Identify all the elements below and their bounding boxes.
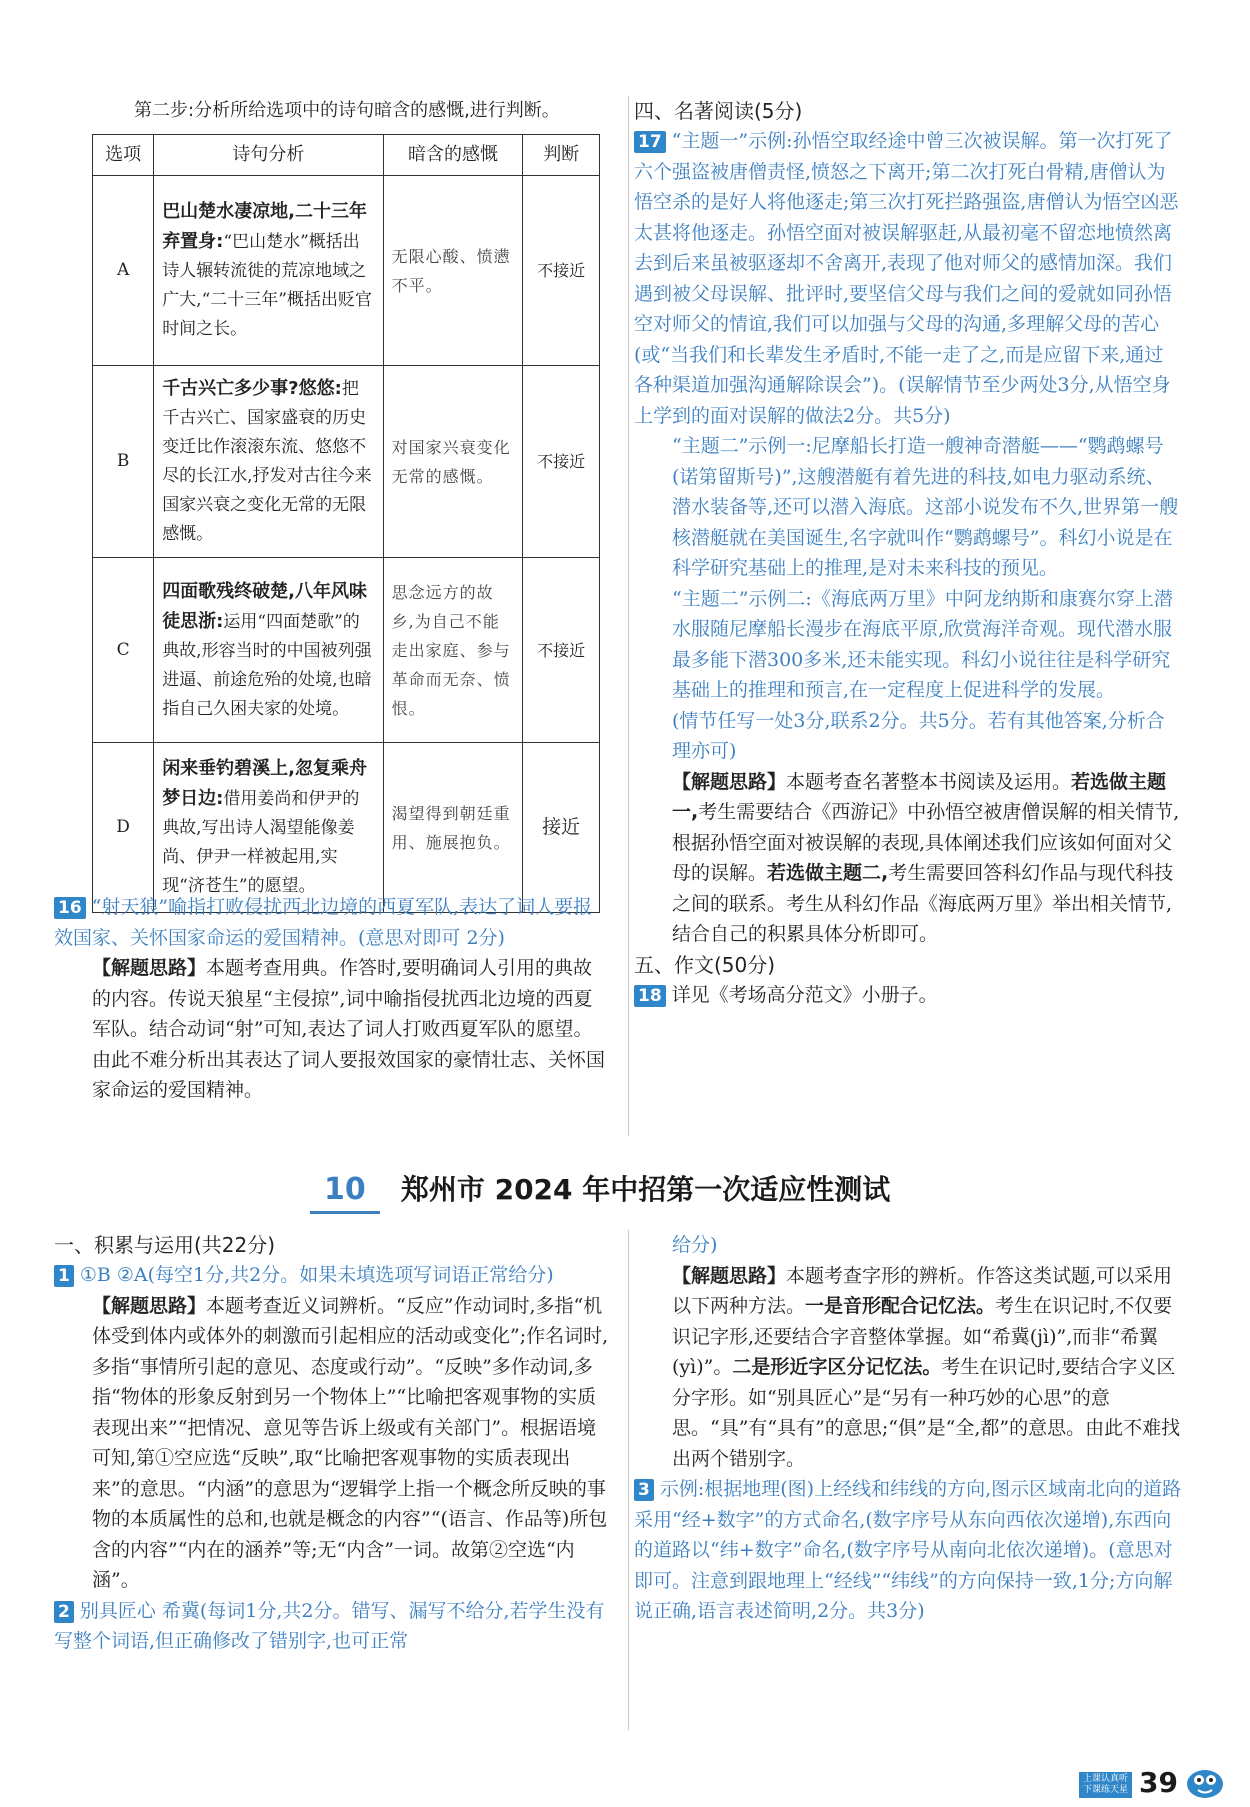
tip-text: 考生需要回答科幻作品与现代科技之间的联系。考生从科幻作品《海底两万里》举出相关情节,结合自己的积累具体分析即可。: [672, 862, 1174, 945]
analysis-text: 把千古兴亡、国家盛衰的历史变迁比作滚滚东流、悠悠不尽的长江水,抒发对古往今来国家兴衰之变化无常的无限感慨。: [162, 379, 372, 544]
tip-text: 考生在识记时,不仅要识记字形,还要结合字音整体掌握。如“希冀(jì)”,而非“希翼(yì)”。: [672, 1295, 1173, 1378]
q17-score: (情节任写一处3分,联系2分。共5分。若有其他答案,分析合理亦可): [672, 709, 1165, 762]
slogan-line: 上课认真听: [1082, 1774, 1128, 1784]
table-row: [93, 558, 600, 743]
q3-answer-text: 示例:根据地理(图)上经线和纬线的方向,图示区域南北向的道路采用“经+数字”的方式命名,(数字序号从东向西依次递增),东西向的道路以“纬+数字”命名,(数字序号从南向北依次递增)。(意思对即可。注意到跟地理上“经线”“纬线”的方向保持一致,1分;方向解说正确,语言表述简明,2分。共3分): [634, 1478, 1182, 1622]
analysis-text: “巴山楚水”概括出诗人辗转流徙的荒凉地域之广大,“二十三年”概括出贬官时间之长。: [162, 232, 372, 339]
tip-emphasis: 一是音形配合记忆法。: [805, 1295, 996, 1317]
q2-tip: [634, 1261, 1182, 1475]
judgment-cell: 接近: [523, 743, 600, 913]
q17-answer-1: [634, 126, 1182, 431]
question-number-badge: 1: [54, 1265, 74, 1287]
upper-right-column: [634, 96, 1182, 1010]
tip-emphasis: 若选做主题二,: [767, 862, 889, 884]
table-row: [93, 176, 600, 366]
tip-tag: 【解题思路】: [672, 770, 787, 793]
q16-block: [54, 892, 610, 1106]
header-analysis: 诗句分析: [154, 135, 383, 176]
analysis-cell: [154, 743, 383, 913]
tip-text: 本题考查名著整本书阅读及运用。: [786, 770, 1072, 793]
q2-answer-continued: 给分): [672, 1234, 718, 1256]
q18-line: [634, 980, 1182, 1011]
q17-answer-1-text: “主题一”示例:孙悟空取经途中曾三次被误解。第一次打死了六个强盗被唐僧责怪,愤怒之下离开;第二次打死白骨精,唐僧认为悟空杀的是好人将他逐走;第三次打死拦路强盗,唐僧认为悟空凶恶太甚将他逐走。孙悟空面对被误解驱赶,从最初毫不留恋地愤然离去到后来虽被驱逐却不舍离开,表现了他对师父的感情加深。我们遇到被父母误解、批评时,要坚信父母与我们之间的爱就如同孙悟空对师父的情谊,我们可以加强与父母的沟通,多理解父母的苦心(或“当我们和长辈发生矛盾时,不能一走了之,而是应留下来,通过各种渠道加强沟通解除误会”)。(误解情节至少两处3分,从悟空身上学到的面对误解的做法2分。共5分): [634, 130, 1179, 427]
test-number: 10: [310, 1172, 380, 1214]
question-number-badge: 18: [634, 985, 666, 1007]
tip-text: 考生需要结合《西游记》中孙悟空被唐僧误解的相关情节,根据孙悟空面对被误解的表现,具体阐述我们应该如何面对父母的误解。: [672, 801, 1180, 884]
slogan-line: 下课练天星: [1082, 1785, 1128, 1795]
sentiment-cell: 对国家兴衰变化无常的感慨。: [383, 366, 523, 558]
option-cell: B: [93, 366, 154, 558]
option-cell: C: [93, 558, 154, 743]
table-header-row: [93, 135, 600, 176]
poem-line: 巴山楚水凄凉地,二十三年弃置身:: [162, 201, 368, 252]
sentiment-cell: 无限心酸、愤懑不平。: [383, 176, 523, 366]
footer-slogan: [1079, 1772, 1132, 1798]
poem-line: 千古兴亡多少事?悠悠:: [162, 378, 342, 399]
q1-tip-text: 本题考查近义词辨析。“反应”作动词时,多指“机体受到体内或体外的刺激而引起相应的活动或变化”;作名词时,多指“事情所引起的意见、态度或行动”。“反映”多作动词,多指“物体的形象反射到另一个物体上”“比喻把客观事物的实质表现出来”“把情况、意见等告诉上级或有关部门”。根据语境可知,第①空应选“反映”,取“比喻把客观事物的实质表现出来”的意思。“内涵”的意思为“逻辑学上指一个概念所反映的事物的本质属性的总和,也就是概念的内容”“(语言、作品等)所包含的内容”“内在的涵养”等;无“内含”一词。故第②空选“内涵”。: [92, 1294, 609, 1591]
sentiment-cell: 渴望得到朝廷重用、施展抱负。: [383, 743, 523, 913]
tip-tag: 【解题思路】: [92, 957, 207, 979]
tip-tag: 【解题思路】: [92, 1294, 207, 1317]
poem-line: 四面歌残终破楚,八年风味徒思浙:: [162, 580, 368, 632]
poem-analysis-table: [92, 134, 600, 913]
q17-answer-2: “主题二”示例一:尼摩船长打造一艘神奇潜艇——“鹦鹉螺号(诺第留斯号)”,这艘潜艇有着先进的科技,如电力驱动系统、潜水装备等,还可以潜入海底。这部小说发布不久,世界第一艘核潜艇就在美国诞生,名字就叫作“鹦鹉螺号”。科幻小说是在科学研究基础上的推理,是对未来科技的预见。: [672, 435, 1179, 579]
q1-tip: [54, 1291, 610, 1596]
option-cell: A: [93, 176, 154, 366]
analysis-cell: [154, 558, 383, 743]
test-title: 郑州市 2024 年中招第一次适应性测试: [400, 1173, 891, 1206]
upper-left-column: [92, 96, 610, 913]
analysis-text: 运用“四面楚歌”的典故,形容当时的中国被列强进逼、前途危殆的处境,也暗指自己久困夫家的处境。: [162, 611, 372, 719]
table-row: [93, 366, 600, 558]
section-1-title: 一、积累与运用(共22分): [54, 1233, 276, 1257]
column-divider: [628, 96, 629, 1136]
question-number-badge: 16: [54, 897, 86, 919]
header-judgment: 判断: [523, 135, 600, 176]
q2-answer-text: 别具匠心 希冀(每词1分,共2分。错写、漏写不给分,若学生没有写整个词语,但正确修改了错别字,也可正常: [54, 1599, 605, 1652]
test-heading: [310, 1168, 1010, 1214]
q17-tip: [634, 767, 1182, 950]
q16-tip-text: 本题考查用典。作答时,要明确词人引用的典故的内容。传说天狼星“主侵掠”,词中喻指侵扰西北边境的西夏军队。结合动词“射”可知,表达了词人打败西夏军队的愿望。由此不难分析出其表达了词人要报效国家的豪情壮志、关怀国家命运的爱国精神。: [92, 957, 606, 1101]
mascot-icon: [1180, 1762, 1230, 1802]
question-number-badge: 3: [634, 1479, 654, 1501]
question-number-badge: 17: [634, 131, 666, 153]
q2-answer: [54, 1596, 610, 1657]
tip-emphasis: 二是形近字区分记忆法。: [732, 1356, 942, 1378]
section-4-title: 四、名著阅读(5分): [634, 99, 803, 123]
header-sentiment: 暗含的感慨: [383, 135, 523, 176]
page-number: 39: [1139, 1766, 1178, 1799]
judgment-cell: 不接近: [523, 176, 600, 366]
q16-tip: [54, 953, 610, 1106]
q18-text: 详见《考场高分范文》小册子。: [671, 983, 938, 1006]
tip-tag: 【解题思路】: [672, 1264, 787, 1287]
analysis-cell: [154, 366, 383, 558]
lower-right-column: [634, 1230, 1182, 1627]
column-divider: [628, 1230, 629, 1730]
q1-answer: [54, 1260, 610, 1291]
judgment-cell: 不接近: [523, 558, 600, 743]
q1-answer-text: ①B ②A(每空1分,共2分。如果未填选项写词语正常给分): [79, 1264, 554, 1286]
analysis-text: 借用姜尚和伊尹的典故,写出诗人渴望能像姜尚、伊尹一样被起用,实现“济苍生”的愿望。: [162, 789, 360, 896]
step-title: 第二步:分析所给选项中的诗句暗含的感慨,进行判断。: [134, 100, 560, 121]
header-option: 选项: [93, 135, 154, 176]
analysis-cell: [154, 176, 383, 366]
option-cell: D: [93, 743, 154, 913]
q3-answer: [634, 1474, 1182, 1627]
table-row: [93, 743, 600, 913]
q16-answer-text: “射天狼”喻指打败侵扰西北边境的西夏军队,表达了词人要报效国家、关怀国家命运的爱国精神。(意思对即可 2分): [54, 896, 593, 949]
tip-emphasis: 若选做主题一,: [672, 770, 1167, 823]
section-5-title: 五、作文(50分): [634, 952, 776, 977]
q16-answer: [54, 892, 610, 953]
judgment-cell: 不接近: [523, 366, 600, 558]
poem-line: 闲来垂钓碧溪上,忽复乘舟梦日边:: [162, 758, 368, 809]
tip-text: 本题考查字形的辨析。作答这类试题,可以采用以下两种方法。: [672, 1264, 1173, 1317]
lower-left-column: [54, 1230, 610, 1657]
q17-answer-3: “主题二”示例二:《海底两万里》中阿龙纳斯和康赛尔穿上潜水服随尼摩船长漫步在海底平原,欣赏海洋奇观。现代潜水服最多能下潜300多米,还未能实现。科幻小说往往是科学研究基础上的推理和预言,在一定程度上促进科学的发展。: [672, 587, 1173, 701]
sentiment-cell: 思念远方的故乡,为自己不能走出家庭、参与革命而无奈、愤恨。: [383, 558, 523, 743]
tip-text: 考生在识记时,要结合字义区分字形。如“别具匠心”是“另有一种巧妙的心思”的意思。“具”有“具有”的意思;“俱”是“全,都”的意思。由此不难找出两个错别字。: [672, 1356, 1181, 1470]
question-number-badge: 2: [54, 1601, 74, 1623]
